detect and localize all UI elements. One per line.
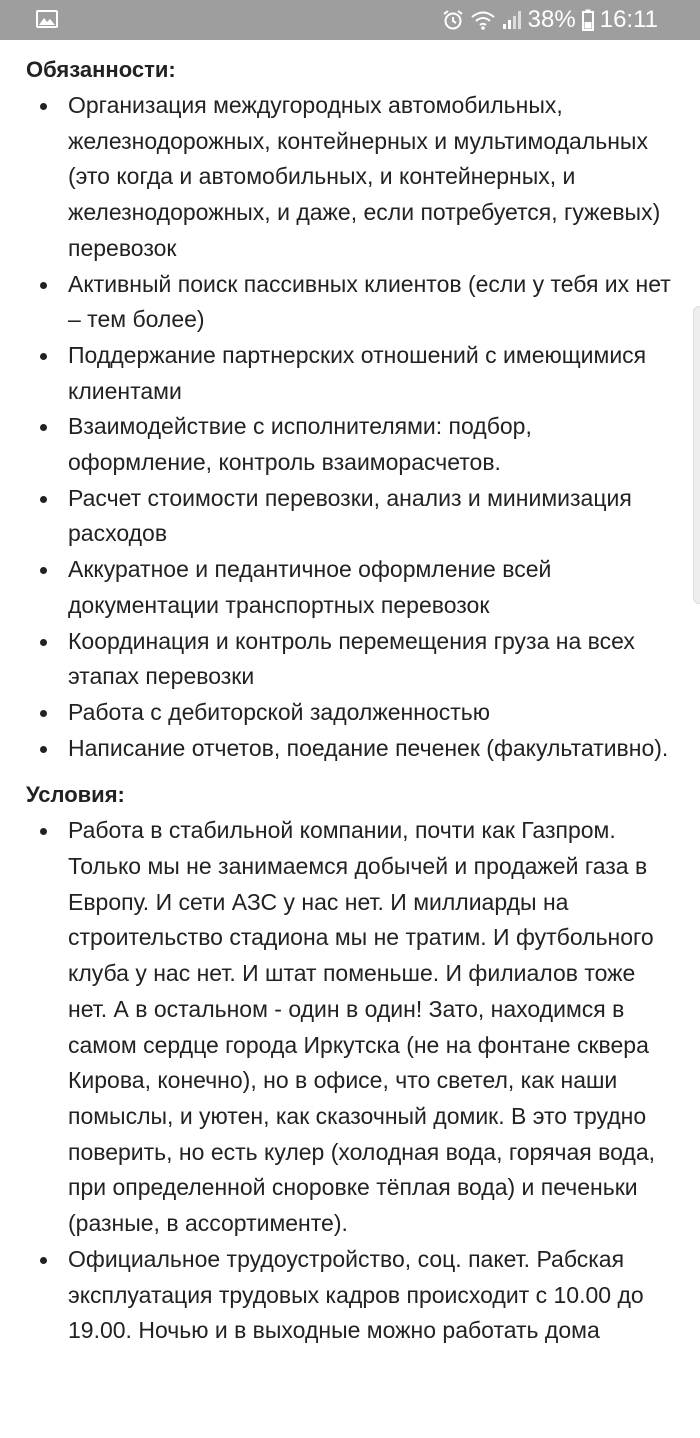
- scrollbar[interactable]: [693, 306, 700, 604]
- list-item: Расчет стоимости перевозки, анализ и минимизация расходов: [26, 481, 676, 552]
- list-item: Работа с дебиторской задолженностью: [26, 695, 676, 731]
- article-content: [0, 40, 700, 1349]
- list-item: Поддержание партнерских отношений с имеющимися клиентами: [26, 338, 676, 409]
- conditions-list: [26, 813, 676, 1349]
- signal-icon: [502, 9, 522, 31]
- battery-icon: [582, 9, 594, 31]
- alarm-icon: [442, 9, 464, 31]
- list-item: Организация междугородных автомобильных, железнодорожных, контейнерных и мультимодальных (это когда и автомобильных, и контейнерных, и железнодорожных, и даже, если потребуется, гужевых) перевозок: [26, 88, 676, 267]
- duties-list: [26, 88, 676, 766]
- battery-percent: 38%: [527, 6, 576, 33]
- list-item: Координация и контроль перемещения груза на всех этапах перевозки: [26, 624, 676, 695]
- duties-heading: Обязанности:: [26, 57, 176, 82]
- list-item: Активный поиск пассивных клиентов (если у тебя их нет – тем более): [26, 267, 676, 338]
- wifi-icon: [470, 9, 496, 31]
- gallery-icon: [36, 10, 58, 28]
- list-item: Работа в стабильной компании, почти как Газпром. Только мы не занимаемся добычей и продажей газа в Европу. И сети АЗС у нас нет. И миллиарды на строительство стадиона мы не тратим. И футбольного клуба у нас нет. И штат поменьше. И филиалов тоже нет. А в остальном - один в один! Зато, находимся в самом сердце города Иркутска (не на фонтане сквера Кирова, конечно), но в офисе, что светел, как наши помыслы, и уютен, как сказочный домик. В это трудно поверить, но есть кулер (холодная вода, горячая вода, при определенной сноровке тёплая вода) и печеньки (разные, в ассортименте).: [26, 813, 676, 1241]
- list-item: Написание отчетов, поедание печенек (факультативно).: [26, 731, 676, 767]
- status-icons: [442, 0, 658, 40]
- status-bar: [0, 0, 700, 40]
- conditions-heading: Условия:: [26, 782, 125, 808]
- list-item: Взаимодействие с исполнителями: подбор, оформление, контроль взаиморасчетов.: [26, 409, 676, 480]
- clock: 16:11: [599, 6, 658, 33]
- list-item: Официальное трудоустройство, соц. пакет. Рабская эксплуатация трудовых кадров происходит с 10.00 до 19.00. Ночью и в выходные можно работать дома: [26, 1242, 676, 1349]
- list-item: Аккуратное и педантичное оформление всей документации транспортных перевозок: [26, 552, 676, 623]
